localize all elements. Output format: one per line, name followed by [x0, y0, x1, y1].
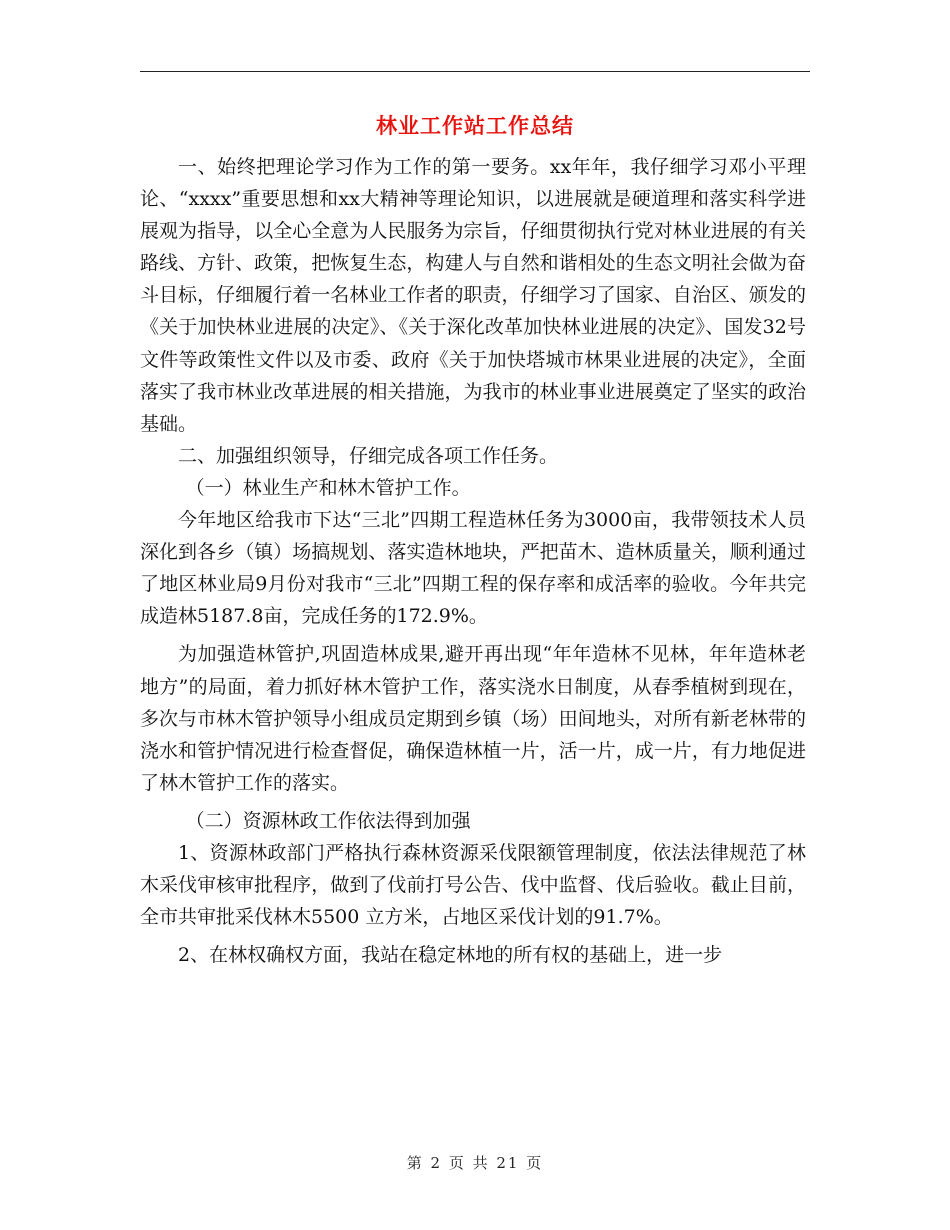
page-number: 第 2 页 共 21 页	[406, 1154, 544, 1172]
paragraph-6: 2、在林权确权方面，我站在稳定林地的所有权的基础上，进一步	[178, 944, 723, 967]
header-rule	[140, 71, 810, 72]
subheading-1: （一）林业生产和林木管护工作。	[185, 476, 471, 499]
document-body	[140, 151, 806, 971]
document-title: 林业工作站工作总结	[376, 114, 574, 138]
paragraph-2: 二、加强组织领导，仔细完成各项工作任务。	[178, 444, 559, 467]
paragraph-1: 一、始终把理论学习作为工作的第一要务。xx年年，我仔细学习邓小平理论、“xxxx”重要思想和xx大精神等理论知识，以进展就是硬道理和落实科学进展观为指导，以全心全意为人民服务为宗旨，仔细贯彻执行党对林业进展的有关路线、方针、政策，把恢复生态，构建人与自然和谐相处的生态文明社会做为奋斗目标，仔细履行着一名林业工作者的职责，仔细学习了国家、自治区、颁发的《关于加快林业进展的决定》、《关于深化改革加快林业进展的决定》、国发32号文件等政策性文件以及市委、政府《关于加快塔城市林果业进展的决定》，全面落实了我市林业改革进展的相关措施，为我市的林业事业进展奠定了坚实的政治基础。	[140, 156, 806, 435]
paragraph-4: 为加强造林管护,巩固造林成果,避开再出现“年年造林不见林，年年造林老地方”的局面，着力抓好林木管护工作，落实浇水日制度，从春季植树到现在，多次与市林木管护领导小组成员定期到乡镇（场）田间地头，对所有新老林带的浇水和管护情况进行检查督促，确保造林植一片，活一片，成一片，有力地促进了林木管护工作的落实。	[140, 643, 806, 794]
subheading-2: （二）资源林政工作依法得到加强	[185, 809, 471, 832]
paragraph-5: 1、资源林政部门严格执行森林资源采伐限额管理制度，依法法律规范了林木采伐审核审批程序，做到了伐前打号公告、伐中监督、伐后验收。截止目前，全市共审批采伐林木5500 立方米，占地区采伐计划的91.7%。	[140, 841, 806, 929]
paragraph-3: 今年地区给我市下达“三北”四期工程造林任务为3000亩，我带领技术人员深化到各乡（镇）场搞规划、落实造林地块，严把苗木、造林质量关，顺利通过了地区林业局9月份对我市“三北”四期工程的保存率和成活率的验收。今年共完成造林5187.8亩，完成任务的172.9%。	[140, 509, 806, 628]
